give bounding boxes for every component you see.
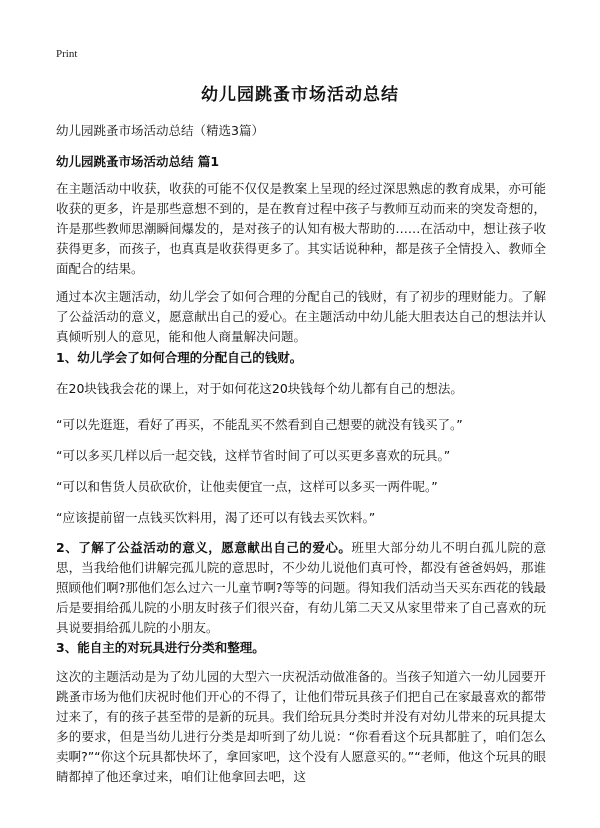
section-heading-2: 2、了解了公益活动的意义，愿意献出自己的爱心。	[56, 540, 352, 555]
paragraph-charity-text: 班里大部分幼儿不明白孤儿院的意思，当我给他们讲解完孤儿院的意思时，不少幼儿说他们真可怜，都没有爸爸妈妈，那谁照顾他们啊?那他们怎么过六一儿童节啊?等等的问题。得知我们活动当天买东西花的钱最后是要捐给孤儿院的小朋友时孩子们很兴奋，有幼儿第二天又从家里带来了自己喜欢的玩具说要捐给孤儿院的小朋友。	[56, 540, 546, 635]
quote-3: “可以和售货人员砍砍价，让他卖便宜一点，这样可以多买一两件呢。”	[56, 479, 438, 494]
section-heading-1: 1、幼儿学会了如何合理的分配自己的钱财。	[56, 350, 303, 365]
quote-4: “应该提前留一点钱买饮料用，渴了还可以有钱去买饮料。”	[56, 510, 376, 525]
page-title: 幼儿园跳蚤市场活动总结	[201, 85, 399, 105]
document-subtitle: 幼儿园跳蚤市场活动总结（精选3篇）	[56, 123, 264, 138]
paragraph-intro: 在主题活动中收获，收获的可能不仅仅是教案上呈现的经过深思熟虑的教育成果，亦可能收获的更多，许是那些意想不到的，是在教育过程中孩子与教师互动而来的突发奇想的，许是那些教师思潮瞬间爆发的，是对孩子的认知有极大帮助的……在活动中，想让孩子收获得更多，而孩子，也真真是收获得更多了。其实话说种种，都是孩子全情投入、教师全面配合的结果。	[56, 181, 546, 276]
quote-1: “可以先逛逛，看好了再买，不能乱买不然看到自己想要的就没有钱买了。”	[56, 417, 463, 432]
paragraph-money-lesson: 在20块钱我会花的课上，对于如何花这20块钱每个幼儿都有自己的想法。	[56, 381, 463, 396]
paragraph-toys: 这次的主题活动是为了幼儿园的大型六一庆祝活动做准备的。当孩子知道六一幼儿园要开跳蚤市场为他们庆祝时他们开心的不得了，让他们带玩具孩子们把自己在家最喜欢的都带过来了，有的孩子甚至带的是新的玩具。我们给玩具分类时并没有对幼儿带来的玩具提太多的要求，但是当幼儿进行分类是却听到了幼儿说：“你看看这个玩具都脏了，咱们怎么卖啊?”“你这个玩具都快坏了，拿回家吧，这个没有人愿意买的。”“老师，他这个玩具的眼睛都掉了他还拿过来，咱们让他拿回去吧，这	[56, 669, 546, 784]
paragraph-summary: 通过本次主题活动，幼儿学会了如何合理的分配自己的钱财，有了初步的理财能力。了解了公益活动的意义，愿意献出自己的爱心。在主题活动中幼儿能大胆表达自己的想法并认真倾听别人的意见，能和他人商量解决问题。	[56, 289, 546, 344]
print-label[interactable]: Print	[56, 48, 78, 60]
article-heading: 幼儿园跳蚤市场活动总结 篇1	[56, 154, 220, 169]
section-heading-3: 3、能自主的对玩具进行分类和整理。	[56, 640, 265, 655]
paragraph-charity	[56, 538, 546, 638]
quote-2: “可以多买几样以后一起交钱，这样节省时间了可以买更多喜欢的玩具。”	[56, 448, 451, 463]
